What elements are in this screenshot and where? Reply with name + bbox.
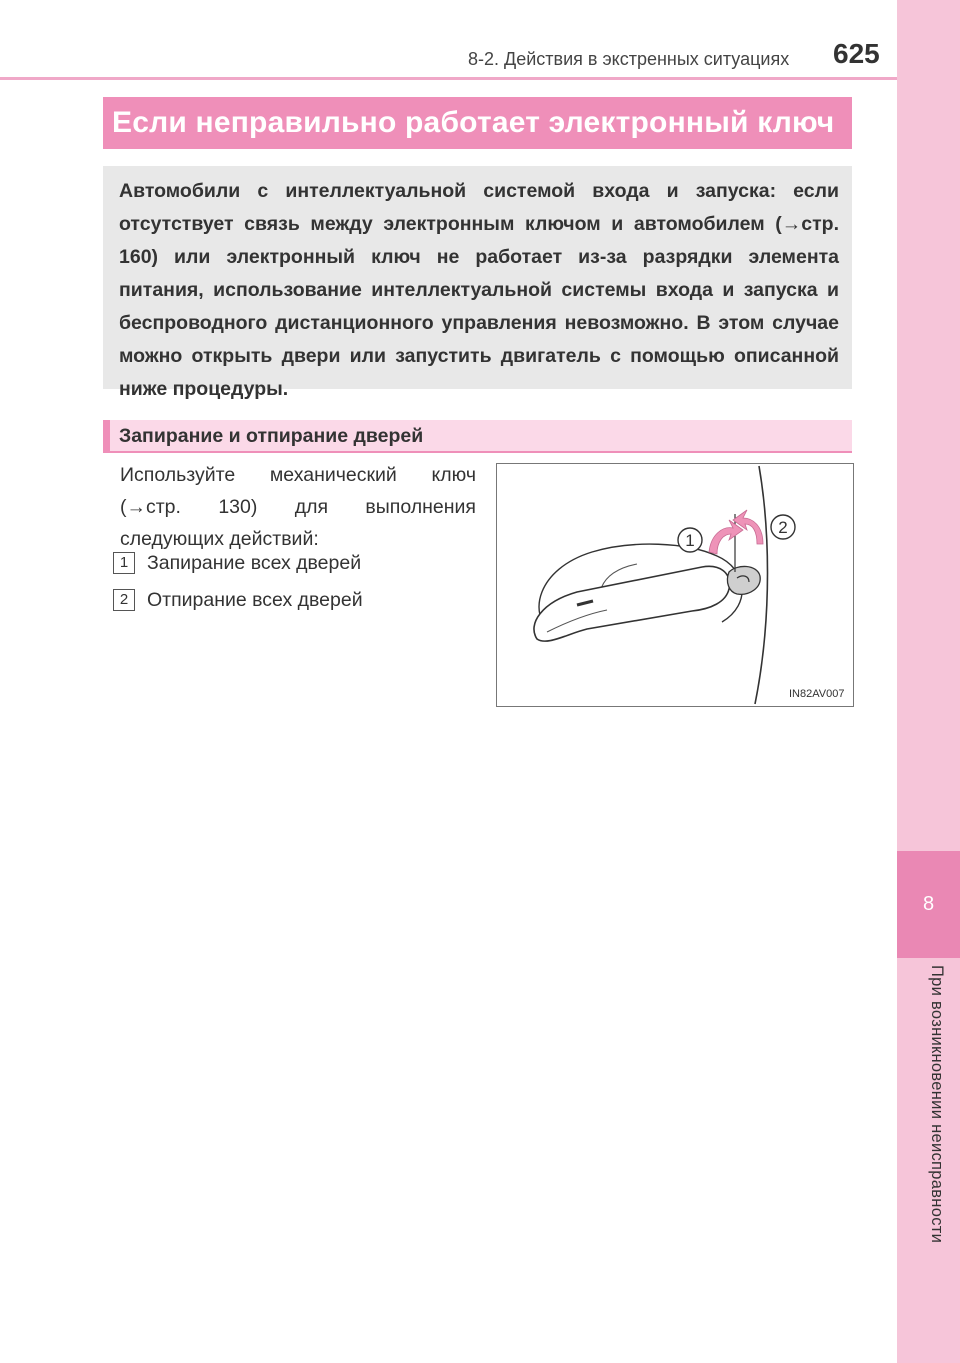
illustration-code: IN82AV007 — [789, 688, 845, 700]
door-handle-illustration — [496, 463, 854, 707]
body-text: Используйте механический ключ (→стр. 130) для выполнения следующих действий: — [120, 464, 476, 550]
list-item — [113, 589, 363, 612]
subheading: Запирание и отпирание дверей — [119, 425, 424, 447]
intro-text: Автомобили с интеллектуальной системой входа и запуска: если отсутствует связь между электронным ключом и автомобилем (→стр. 160) или электронный ключ не работает из-за разрядки элемента питания, использование интеллектуальной системы входа и запуска и беспроводного дистанционного управления невозможно. В этом случае можно открыть двери или запустить двигатель с помощью описанной ниже процедуры. — [119, 180, 839, 400]
header-divider — [0, 77, 897, 80]
list-number: 1 — [113, 552, 135, 574]
list-number: 2 — [113, 589, 135, 611]
chapter-number: 8 — [922, 893, 935, 915]
section-title: 8-2. Действия в экстренных ситуациях — [468, 49, 790, 69]
subheading-accent — [103, 420, 110, 452]
list-text: Запирание всех дверей — [147, 552, 362, 574]
page-title: Если неправильно работает электронный ключ — [112, 106, 835, 139]
door-handle-drawing — [497, 464, 853, 706]
list-text: Отпирание всех дверей — [147, 589, 363, 611]
callout-1: 1 — [685, 531, 695, 550]
chapter-title: При возникновении неисправности — [928, 965, 946, 1244]
page-number: 625 — [833, 38, 880, 69]
subheading-underline — [103, 451, 852, 453]
callout-2: 2 — [778, 518, 788, 537]
list-item — [113, 552, 361, 575]
